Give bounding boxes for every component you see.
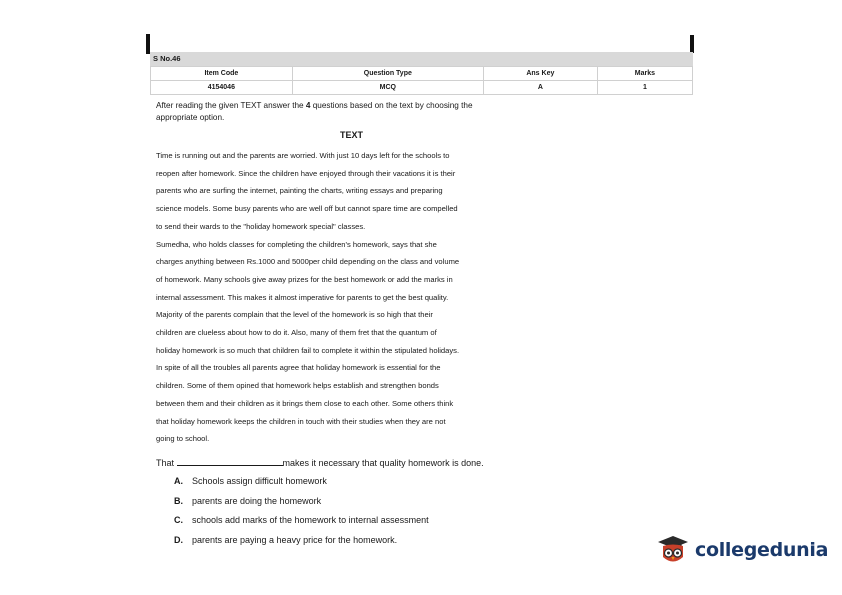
meta-value-row bbox=[151, 81, 693, 95]
question-start: That bbox=[156, 458, 177, 468]
passage-line: parents who are surfing the internet, painting the charts, writing essays and preparing bbox=[156, 186, 443, 196]
passage-line: that holiday homework keeps the children in touch with their studies when they are not bbox=[156, 416, 446, 426]
instruction-text bbox=[156, 100, 576, 124]
option-c[interactable] bbox=[174, 513, 429, 533]
header-ans-key: Ans Key bbox=[483, 67, 597, 81]
passage-line: holiday homework is so much that children fail to complete it within the stipulated holidays. bbox=[156, 345, 460, 355]
passage-line: internal assessment. This makes it almost imperative for parents to get the best quality. bbox=[156, 292, 449, 302]
option-text: Schools assign difficult homework bbox=[192, 476, 327, 486]
option-text: parents are paying a heavy price for the homework. bbox=[192, 534, 398, 545]
crop-mark-left bbox=[146, 34, 150, 54]
header-marks: Marks bbox=[597, 67, 692, 81]
graduate-owl-icon bbox=[656, 533, 690, 567]
option-d[interactable] bbox=[174, 533, 429, 553]
passage-line: In spite of all the troubles all parents agree that holiday homework is essential for the bbox=[156, 363, 441, 373]
item-meta-table bbox=[150, 66, 693, 95]
option-text: parents are doing the homework bbox=[192, 495, 322, 506]
question-stem bbox=[156, 456, 484, 470]
logo-wordmark: collegedunia bbox=[695, 539, 829, 561]
answer-blank bbox=[177, 456, 283, 466]
text-heading: TEXT bbox=[340, 130, 364, 140]
option-a[interactable] bbox=[174, 474, 429, 494]
passage-line: charges anything between Rs.1000 and 5000per child depending on the class and volume bbox=[156, 257, 460, 267]
option-letter: A. bbox=[174, 476, 183, 486]
option-text: schools add marks of the homework to internal assessment bbox=[192, 515, 429, 525]
header-question-type: Question Type bbox=[292, 67, 483, 81]
header-item-code: Item Code bbox=[151, 67, 293, 81]
instruction-line2: appropriate option. bbox=[156, 113, 225, 122]
question-end: makes it necessary that quality homework is done. bbox=[282, 458, 484, 468]
option-b[interactable] bbox=[174, 494, 429, 514]
option-letter: D. bbox=[174, 534, 183, 545]
option-letter: B. bbox=[174, 495, 183, 506]
passage-line: to send their wards to the "holiday homework special" classes. bbox=[156, 221, 366, 231]
value-question-type: MCQ bbox=[292, 81, 483, 95]
passage-line: children are clueless about how to do it. Also, many of them fret that the quantum of bbox=[156, 328, 437, 338]
value-marks: 1 bbox=[597, 81, 692, 95]
passage-line: Time is running out and the parents are worried. With just 10 days left for the schools to bbox=[156, 151, 450, 160]
passage-line: Sumedha, who holds classes for completing the children's homework, says that she bbox=[156, 239, 437, 249]
passage-line: between them and their children as it brings them close to each other. Some others think bbox=[156, 398, 454, 408]
instruction-part1: After reading the given TEXT answer the bbox=[156, 101, 306, 110]
collegedunia-logo bbox=[656, 533, 828, 567]
passage-line: reopen after homework. Since the children have enjoyed through their vacations it is their bbox=[156, 168, 456, 178]
options-list bbox=[174, 474, 429, 552]
passage-line: going to school. bbox=[156, 434, 210, 444]
reading-passage bbox=[156, 147, 576, 448]
value-item-code: 4154046 bbox=[151, 81, 293, 95]
passage-line: of homework. Many schools give away prizes for the best homework or add the marks in bbox=[156, 274, 453, 284]
instruction-part2: questions based on the text by choosing the bbox=[310, 101, 473, 110]
option-letter: C. bbox=[174, 515, 183, 525]
value-ans-key: A bbox=[483, 81, 597, 95]
crop-mark-right bbox=[690, 35, 694, 53]
passage-line: science models. Some busy parents who are well off but cannot spare time are compelled bbox=[156, 204, 458, 214]
serial-number-bar: S No.46 bbox=[150, 52, 693, 66]
meta-header-row bbox=[151, 67, 693, 81]
passage-line: Majority of the parents complain that the level of the homework is so high that their bbox=[156, 310, 433, 320]
instruction-count: 4 bbox=[305, 101, 311, 110]
passage-line: children. Some of them opined that homework helps establish and strengthen bonds bbox=[156, 381, 439, 391]
